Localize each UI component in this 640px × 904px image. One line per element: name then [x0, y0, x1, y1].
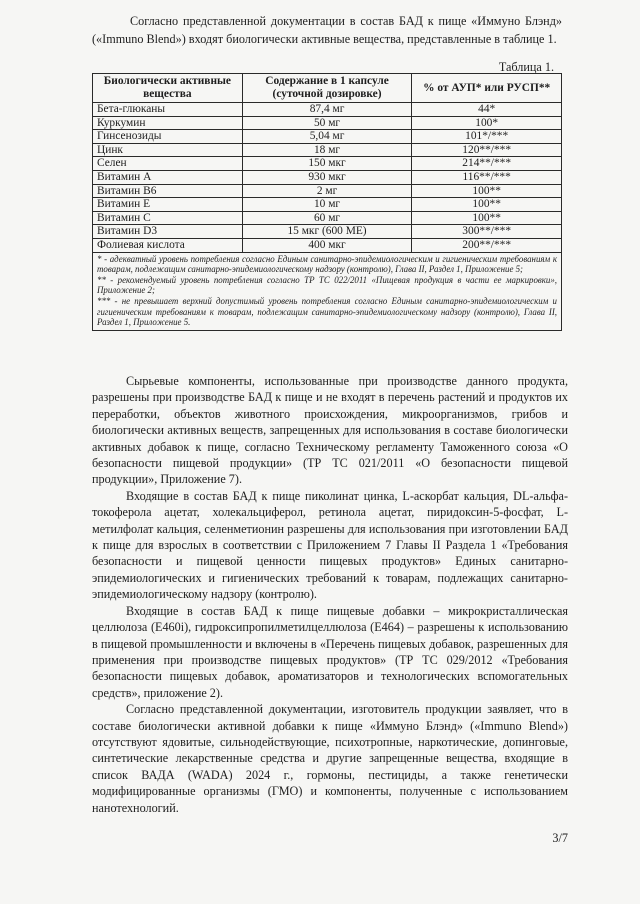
- substance-percent: 116**/***: [412, 170, 562, 184]
- substance-content: 60 мг: [242, 211, 412, 225]
- table-row: [93, 143, 562, 157]
- substance-percent: 100**: [412, 211, 562, 225]
- page-number: 3/7: [552, 831, 568, 845]
- substance-name: Куркумин: [93, 116, 243, 130]
- substance-name: Цинк: [93, 143, 243, 157]
- substance-percent: 100**: [412, 198, 562, 212]
- substance-name: Фолиевая кислота: [93, 238, 243, 252]
- substance-content: 87,4 мг: [242, 103, 412, 117]
- table-row: [93, 211, 562, 225]
- substance-name: Витамин Е: [93, 198, 243, 212]
- substance-content: 5,04 мг: [242, 130, 412, 144]
- substance-content: 2 мг: [242, 184, 412, 198]
- paragraph-food-additives: Входящие в состав БАД к пище пищевые добавки – микрокристаллическая целлюлоза (Е460i), гидроксипропилметилцеллюлоза (Е464) – разрешены к использованию в пищевой промышленности и включены в «Перечень пищевых добавок, разрешенных для применения при производстве пищевых продуктов» (ТР ТС 029/2012 «Требования безопасности пищевых добавок, ароматизаторов и технологических вспомогательных средств», приложение 2).: [92, 603, 568, 700]
- substance-name: Гинсенозиды: [93, 130, 243, 144]
- substance-percent: 120**/***: [412, 143, 562, 157]
- header-content: Содержание в 1 капсуле (суточной дозировке): [242, 74, 412, 103]
- substance-content: 400 мкг: [242, 238, 412, 252]
- substance-name: Селен: [93, 157, 243, 171]
- table-caption: Таблица 1.: [498, 60, 554, 74]
- substance-content: 10 мг: [242, 198, 412, 212]
- table-row: [93, 184, 562, 198]
- footnote-double-asterisk: ** - рекомендуемый уровень потребления согласно ТР ТС 022/2011 «Пищевая продукция в части ее маркировки», Приложение 2;: [97, 274, 557, 296]
- header-substance: Биологически активные вещества: [93, 74, 243, 103]
- table-header-row: [93, 74, 562, 103]
- footnote-single-asterisk: * - адекватный уровень потребления согласно Единым санитарно-эпидемиологическим и гигиеническим требованиям к товарам, подлежащим санитарно-эпидемиологическому надзору (контролю), Глава II, Раздел 1, Приложение 5;: [97, 253, 557, 275]
- substance-content: 930 мкг: [242, 170, 412, 184]
- header-percent: % от АУП* или РУСП**: [412, 74, 562, 103]
- table-notes-row: [93, 252, 562, 330]
- substance-percent: 300**/***: [412, 225, 562, 239]
- substances-table: [92, 73, 562, 331]
- table-row: [93, 238, 562, 252]
- substance-content: 50 мг: [242, 116, 412, 130]
- substance-percent: 44*: [412, 103, 562, 117]
- table-row: [93, 116, 562, 130]
- footnote-triple-asterisk: *** - не превышает верхний допустимый уровень потребления согласно Единым санитарно-эпидемиологическим и гигиеническим требованиям к товарам, подлежащим санитарно-эпидемиологическому надзору (контролю), Глава II, Раздел 1, Приложение 5.: [97, 295, 557, 328]
- substance-percent: 214**/***: [412, 157, 562, 171]
- paragraph-manufacturer-statement: Согласно представленной документации, изготовитель продукции заявляет, что в составе биологически активной добавки к пище «Иммуно Блэнд» («Immuno Blend») отсутствуют ядовитые, сильнодействующие, психотропные, наркотические, допинговые, синтетические лекарственные средства и другие запрещенные вещества, входящие в список ВАДА (WADA) 2024 г., гормоны, пестициды, а также генетически модифицированные организмы (ГМО) и компоненты, полученные с использованием нанотехнологий.: [92, 702, 568, 815]
- substance-content: 15 мкг (600 МЕ): [242, 225, 412, 239]
- table-notes: [93, 252, 562, 330]
- table-row: [93, 225, 562, 239]
- table-row: [93, 170, 562, 184]
- table-row: [93, 103, 562, 117]
- table-row: [93, 198, 562, 212]
- substance-content: 150 мкг: [242, 157, 412, 171]
- substance-name: Витамин С: [93, 211, 243, 225]
- substance-percent: 100**: [412, 184, 562, 198]
- intro-paragraph: Согласно представленной документации в состав БАД к пище «Иммуно Блэнд» («Immuno Blend») входят биологически активные вещества, представленные в таблице 1.: [92, 14, 562, 46]
- substance-name: Витамин А: [93, 170, 243, 184]
- substance-name: Витамин D3: [93, 225, 243, 239]
- paragraph-raw-components: Сырьевые компоненты, использованные при производстве данного продукта, разрешены при производстве БАД к пище и не входят в перечень растений и продуктов их переработки, объектов животного происхождения, микроорганизмов, грибов и биологически активных веществ, запрещенных для использования в составе биологически активных добавок к пище, согласно Техническому регламенту Таможенного союза «О безопасности пищевой продукции» (ТР ТС 021/2011 «О безопасности пищевой продукции», Приложение 7).: [92, 374, 568, 487]
- body-text: [92, 373, 568, 816]
- substance-percent: 200**/***: [412, 238, 562, 252]
- substance-percent: 101*/***: [412, 130, 562, 144]
- substance-content: 18 мг: [242, 143, 412, 157]
- substance-name: Бета-глюканы: [93, 103, 243, 117]
- substance-name: Витамин В6: [93, 184, 243, 198]
- table-row: [93, 157, 562, 171]
- table-row: [93, 130, 562, 144]
- substance-percent: 100*: [412, 116, 562, 130]
- paragraph-vitamins-minerals: Входящие в состав БАД к пище пиколинат цинка, L-аскорбат кальция, DL-альфа-токоферола ацетат, холекальциферол, ретинола ацетат, пиридоксин-5-фосфат, L-метилфолат кальция, селенметионин разрешены для использования при изготовлении БАД к пище для взрослых в соответствии с Приложением 7 Главы II Раздела 1 «Требования безопасности и пищевой ценности пищевых продуктов» Единых санитарно-эпидемиологических и гигиенических требований к товарам, подлежащих санитарно-эпидемиологическому надзору (контролю).: [92, 488, 568, 602]
